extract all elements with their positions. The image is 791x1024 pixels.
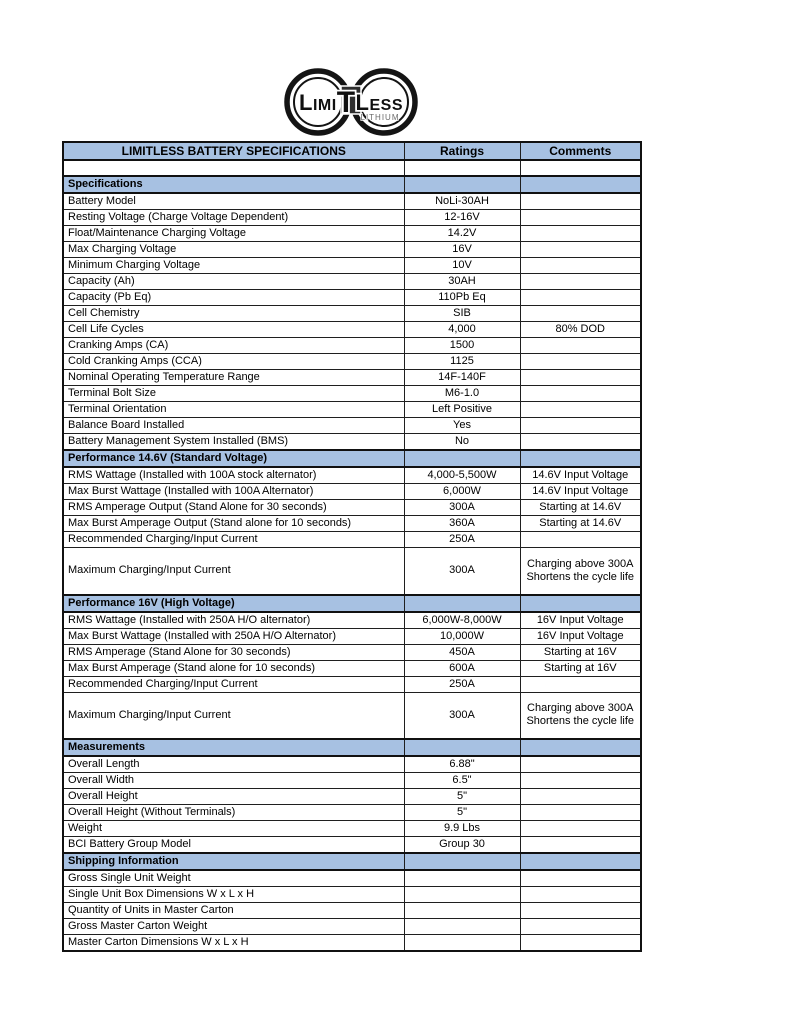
rating-value-cell: SIB (404, 306, 520, 322)
table-title: LIMITLESS BATTERY SPECIFICATIONS (63, 142, 404, 160)
section-rating-cell (404, 739, 520, 756)
rating-value-cell: 30AH (404, 274, 520, 290)
table-row (63, 837, 641, 854)
table-row (63, 516, 641, 532)
comment-value-cell (520, 306, 641, 322)
spec-label-cell: Max Burst Wattage (Installed with 250A H/O Alternator) (63, 628, 404, 644)
rating-value-cell: 6,000W-8,000W (404, 612, 520, 629)
comment-value-cell (520, 242, 641, 258)
comments-column-header: Comments (520, 142, 641, 160)
section-header-row (63, 176, 641, 193)
rating-value-cell: NoLi-30AH (404, 193, 520, 210)
table-row (63, 789, 641, 805)
comment-value-cell (520, 821, 641, 837)
spec-label-cell: Balance Board Installed (63, 418, 404, 434)
table-row (63, 935, 641, 952)
spec-label-cell: RMS Wattage (Installed with 100A stock alternator) (63, 467, 404, 484)
table-row (63, 903, 641, 919)
rating-value-cell: Left Positive (404, 402, 520, 418)
table-row (63, 644, 641, 660)
spec-label-cell: Master Carton Dimensions W x L x H (63, 935, 404, 952)
rating-value-cell: 4,000 (404, 322, 520, 338)
spec-label-cell: Max Burst Amperage Output (Stand alone for 10 seconds) (63, 516, 404, 532)
comment-value-cell (520, 370, 641, 386)
spec-label-cell: Cell Life Cycles (63, 322, 404, 338)
table-row (63, 870, 641, 887)
spec-label-cell: Capacity (Pb Eq) (63, 290, 404, 306)
section-title-cell: Shipping Information (63, 853, 404, 870)
rating-value-cell: 250A (404, 532, 520, 548)
table-row (63, 532, 641, 548)
table-header-row (63, 142, 641, 160)
rating-value-cell: 450A (404, 644, 520, 660)
spec-label-cell: RMS Amperage Output (Stand Alone for 30 seconds) (63, 500, 404, 516)
rating-value-cell: 300A (404, 692, 520, 739)
spec-label-cell: Single Unit Box Dimensions W x L x H (63, 887, 404, 903)
comment-value-cell (520, 226, 641, 242)
table-row (63, 919, 641, 935)
spec-label-cell: Overall Length (63, 756, 404, 773)
spec-label-cell: Overall Height (Without Terminals) (63, 805, 404, 821)
comment-value-cell (520, 193, 641, 210)
comment-value-cell (520, 837, 641, 854)
spec-label-cell: Battery Management System Installed (BMS) (63, 434, 404, 451)
table-row (63, 628, 641, 644)
spec-label-cell: Overall Width (63, 773, 404, 789)
table-row (63, 306, 641, 322)
spec-label-cell: Resting Voltage (Charge Voltage Dependent) (63, 210, 404, 226)
comment-value-cell (520, 434, 641, 451)
comment-value-cell: Starting at 16V (520, 660, 641, 676)
rating-value-cell: 16V (404, 242, 520, 258)
comment-value-cell (520, 274, 641, 290)
spec-label-cell: Quantity of Units in Master Carton (63, 903, 404, 919)
comment-value-cell (520, 402, 641, 418)
rating-value-cell: 4,000-5,500W (404, 467, 520, 484)
rating-value-cell: No (404, 434, 520, 451)
section-header-row (63, 595, 641, 612)
svg-text:LIMITLESS: LIMITLESS (299, 86, 403, 119)
rating-value-cell: 110Pb Eq (404, 290, 520, 306)
spec-label-cell: RMS Amperage (Stand Alone for 30 seconds) (63, 644, 404, 660)
table-row (63, 773, 641, 789)
section-title-cell: Measurements (63, 739, 404, 756)
spec-label-cell: Max Burst Amperage (Stand alone for 10 seconds) (63, 660, 404, 676)
comment-value-cell: 16V Input Voltage (520, 628, 641, 644)
empty-comment-cell (520, 160, 641, 176)
table-row (63, 467, 641, 484)
ratings-column-header: Ratings (404, 142, 520, 160)
table-row (63, 548, 641, 595)
rating-value-cell (404, 935, 520, 952)
section-title-cell: Specifications (63, 176, 404, 193)
spec-label-cell: Gross Single Unit Weight (63, 870, 404, 887)
comment-value-cell (520, 887, 641, 903)
table-row (63, 660, 641, 676)
table-row (63, 434, 641, 451)
comment-value-cell (520, 258, 641, 274)
section-rating-cell (404, 176, 520, 193)
rating-value-cell: 10,000W (404, 628, 520, 644)
rating-value-cell: 300A (404, 500, 520, 516)
rating-value-cell: 12-16V (404, 210, 520, 226)
spec-label-cell: Overall Height (63, 789, 404, 805)
comment-value-cell (520, 290, 641, 306)
spec-label-cell: Recommended Charging/Input Current (63, 676, 404, 692)
table-row (63, 756, 641, 773)
comment-value-cell (520, 210, 641, 226)
spec-table-body (63, 160, 641, 951)
spec-label-cell: Cold Cranking Amps (CCA) (63, 354, 404, 370)
table-row (63, 338, 641, 354)
rating-value-cell: 5" (404, 789, 520, 805)
rating-value-cell (404, 903, 520, 919)
spec-label-cell: Max Charging Voltage (63, 242, 404, 258)
spec-label-cell: Maximum Charging/Input Current (63, 692, 404, 739)
table-row (63, 418, 641, 434)
comment-value-cell (520, 338, 641, 354)
comment-value-cell (520, 756, 641, 773)
comment-value-cell: Charging above 300A Shortens the cycle life (520, 548, 641, 595)
section-header-row (63, 450, 641, 467)
rating-value-cell: 5" (404, 805, 520, 821)
section-comment-cell (520, 595, 641, 612)
rating-value-cell: 300A (404, 548, 520, 595)
spec-label-cell: Weight (63, 821, 404, 837)
spec-label-cell: Terminal Orientation (63, 402, 404, 418)
rating-value-cell: 6.5" (404, 773, 520, 789)
table-row (63, 193, 641, 210)
comment-value-cell: Charging above 300A Shortens the cycle life (520, 692, 641, 739)
rating-value-cell (404, 887, 520, 903)
section-rating-cell (404, 450, 520, 467)
section-rating-cell (404, 853, 520, 870)
table-row (63, 210, 641, 226)
spec-label-cell: BCI Battery Group Model (63, 837, 404, 854)
comment-value-cell (520, 935, 641, 952)
battery-spec-table (62, 141, 642, 952)
rating-value-cell: 1500 (404, 338, 520, 354)
rating-value-cell: 9.9 Lbs (404, 821, 520, 837)
section-rating-cell (404, 595, 520, 612)
table-row (63, 290, 641, 306)
rating-value-cell: 6,000W (404, 484, 520, 500)
table-row (63, 500, 641, 516)
empty-label-cell (63, 160, 404, 176)
rating-value-cell: 6.88" (404, 756, 520, 773)
spec-label-cell: Minimum Charging Voltage (63, 258, 404, 274)
spec-label-cell: RMS Wattage (Installed with 250A H/O alternator) (63, 612, 404, 629)
table-row (63, 386, 641, 402)
rating-value-cell: 1125 (404, 354, 520, 370)
spec-label-cell: Capacity (Ah) (63, 274, 404, 290)
section-header-row (63, 853, 641, 870)
table-row (63, 274, 641, 290)
comment-value-cell: Starting at 14.6V (520, 516, 641, 532)
empty-row (63, 160, 641, 176)
comment-value-cell: 16V Input Voltage (520, 612, 641, 629)
comment-value-cell (520, 676, 641, 692)
comment-value-cell: 14.6V Input Voltage (520, 467, 641, 484)
spec-label-cell: Recommended Charging/Input Current (63, 532, 404, 548)
spec-label-cell: Max Burst Wattage (Installed with 100A Alternator) (63, 484, 404, 500)
logo-subtext: LITHIUM (360, 113, 400, 122)
rating-value-cell: Yes (404, 418, 520, 434)
section-comment-cell (520, 739, 641, 756)
rating-value-cell: 250A (404, 676, 520, 692)
table-row (63, 821, 641, 837)
limitless-lithium-logo (272, 62, 430, 142)
comment-value-cell (520, 805, 641, 821)
spec-label-cell: Float/Maintenance Charging Voltage (63, 226, 404, 242)
spec-label-cell: Maximum Charging/Input Current (63, 548, 404, 595)
rating-value-cell: 14.2V (404, 226, 520, 242)
comment-value-cell (520, 418, 641, 434)
comment-value-cell (520, 773, 641, 789)
comment-value-cell: 14.6V Input Voltage (520, 484, 641, 500)
spec-label-cell: Cranking Amps (CA) (63, 338, 404, 354)
rating-value-cell: 14F-140F (404, 370, 520, 386)
comment-value-cell (520, 919, 641, 935)
section-comment-cell (520, 450, 641, 467)
comment-value-cell (520, 354, 641, 370)
table-row (63, 402, 641, 418)
section-header-row (63, 739, 641, 756)
spec-label-cell: Terminal Bolt Size (63, 386, 404, 402)
table-row (63, 226, 641, 242)
table-row (63, 887, 641, 903)
spec-label-cell: Battery Model (63, 193, 404, 210)
comment-value-cell: Starting at 16V (520, 644, 641, 660)
table-row (63, 242, 641, 258)
rating-value-cell (404, 870, 520, 887)
comment-value-cell (520, 870, 641, 887)
comment-value-cell: 80% DOD (520, 322, 641, 338)
table-row (63, 612, 641, 629)
comment-value-cell (520, 386, 641, 402)
section-title-cell: Performance 14.6V (Standard Voltage) (63, 450, 404, 467)
rating-value-cell: M6-1.0 (404, 386, 520, 402)
rating-value-cell (404, 919, 520, 935)
table-row (63, 258, 641, 274)
section-title-cell: Performance 16V (High Voltage) (63, 595, 404, 612)
table-row (63, 322, 641, 338)
rating-value-cell: 600A (404, 660, 520, 676)
rating-value-cell: 360A (404, 516, 520, 532)
section-comment-cell (520, 853, 641, 870)
comment-value-cell (520, 903, 641, 919)
comment-value-cell (520, 532, 641, 548)
comment-value-cell: Starting at 14.6V (520, 500, 641, 516)
table-row (63, 370, 641, 386)
spec-label-cell: Cell Chemistry (63, 306, 404, 322)
rating-value-cell: 10V (404, 258, 520, 274)
table-row (63, 805, 641, 821)
infinity-logo-icon (272, 62, 430, 142)
section-comment-cell (520, 176, 641, 193)
empty-rating-cell (404, 160, 520, 176)
spec-label-cell: Gross Master Carton Weight (63, 919, 404, 935)
comment-value-cell (520, 789, 641, 805)
table-row (63, 676, 641, 692)
table-row (63, 354, 641, 370)
table-row (63, 692, 641, 739)
spec-label-cell: Nominal Operating Temperature Range (63, 370, 404, 386)
rating-value-cell: Group 30 (404, 837, 520, 854)
table-row (63, 484, 641, 500)
